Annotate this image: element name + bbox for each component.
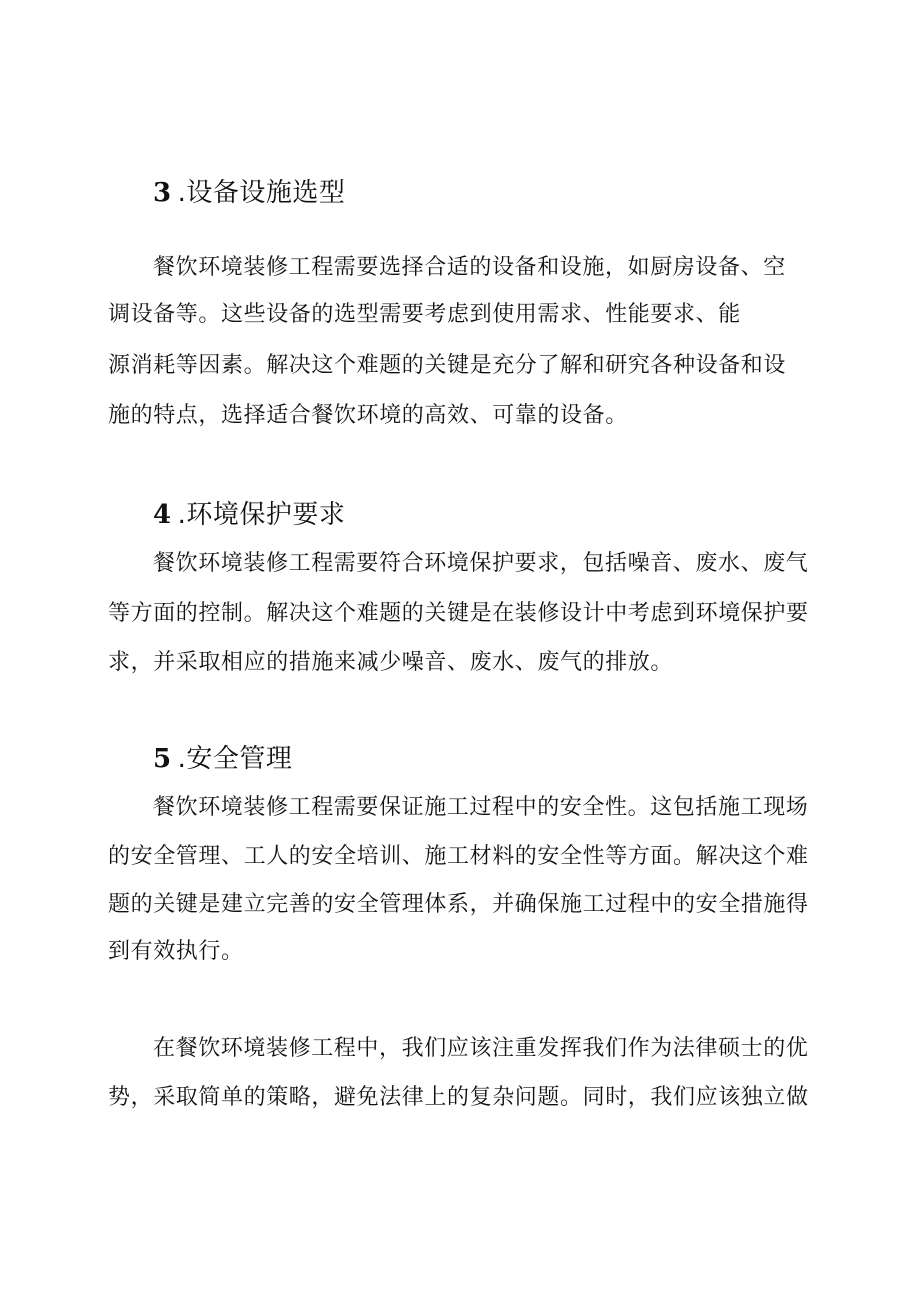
section-5-heading: [153, 738, 292, 775]
section-3-line-1: 餐饮环境装修工程需要选择合适的设备和设施，如厨房设备、空: [153, 255, 786, 280]
section-4-line-2: 等方面的控制。解决这个难题的关键是在装修设计中考虑到环境保护要: [108, 601, 809, 626]
closing-line-1: 在餐饮环境装修工程中，我们应该注重发挥我们作为法律硕士的优: [153, 1036, 809, 1061]
closing-line-2: 势，采取简单的策略，避免法律上的复杂问题。同时，我们应该独立做: [108, 1085, 809, 1110]
section-5-line-3: 题的关键是建立完善的安全管理体系，并确保施工过程中的安全措施得: [108, 892, 809, 917]
section-4-line-1: 餐饮环境装修工程需要符合环境保护要求，包括噪音、废水、废气: [153, 551, 809, 576]
section-5-line-2: 的安全管理、工人的安全培训、施工材料的安全性等方面。解决这个难: [108, 844, 809, 869]
section-5-number: 5: [153, 744, 172, 774]
section-4-heading: [153, 494, 345, 531]
section-3-line-3: 源消耗等因素。解决这个难题的关键是充分了解和研究各种设备和设: [108, 353, 787, 378]
section-4-line-3: 求，并采取相应的措施来减少噪音、废水、废气的排放。: [108, 650, 674, 675]
section-4-number: 4: [153, 500, 172, 530]
section-4-title: .环境保护要求: [177, 500, 346, 530]
section-3-number: 3: [153, 178, 172, 208]
section-3-line-2: 调设备等。这些设备的选型需要考虑到使用需求、性能要求、能: [108, 302, 741, 327]
section-3-line-4: 施的特点，选择适合餐饮环境的高效、可靠的设备。: [108, 403, 628, 428]
section-3-title: .设备设施选型: [177, 178, 346, 208]
section-5-title: .安全管理: [177, 744, 293, 774]
section-3-heading: [153, 172, 345, 209]
section-5-line-1: 餐饮环境装修工程需要保证施工过程中的安全性。这包括施工现场: [153, 795, 809, 820]
section-5-line-4: 到有效执行。: [108, 939, 244, 964]
